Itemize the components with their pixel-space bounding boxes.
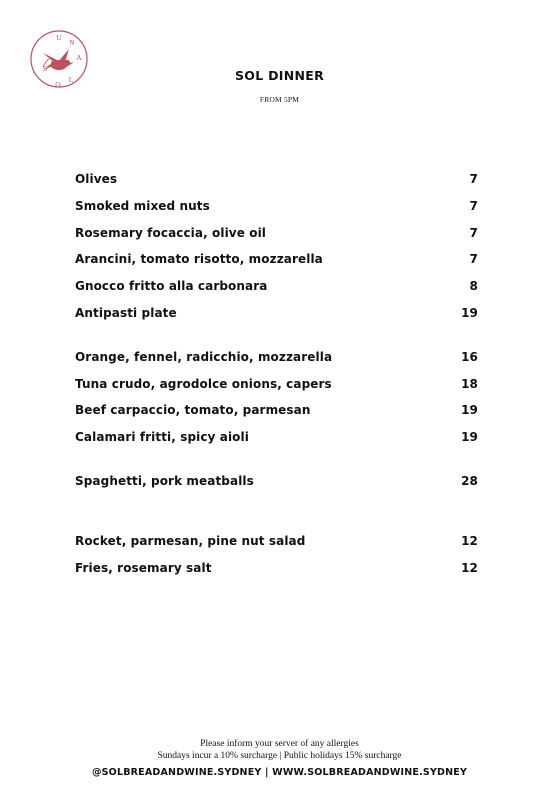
menu-item xyxy=(75,279,478,306)
menu-item xyxy=(75,561,478,588)
allergy-note: Please inform your server of any allergies xyxy=(200,739,359,749)
menu-item xyxy=(75,534,478,561)
menu-item xyxy=(75,350,478,377)
menu-item xyxy=(75,199,478,226)
logo-letter: S xyxy=(42,64,48,73)
item-price: 8 xyxy=(469,279,478,294)
item-price: 12 xyxy=(461,533,478,548)
item-name: Beef carpaccio, tomato, parmesan xyxy=(75,403,311,418)
item-name: Rosemary focaccia, olive oil xyxy=(75,225,267,240)
menu-subtitle: FROM 5PM xyxy=(259,95,300,104)
item-name: Fries, rosemary salt xyxy=(75,560,212,575)
item-price: 7 xyxy=(469,198,478,213)
item-name: Calamari fritti, spicy aioli xyxy=(75,430,249,445)
item-name: Smoked mixed nuts xyxy=(75,198,210,213)
item-price: 7 xyxy=(469,172,478,186)
item-price: 19 xyxy=(461,403,478,418)
item-price: 18 xyxy=(461,376,478,391)
item-price: 7 xyxy=(469,252,478,267)
item-name: Antipasti plate xyxy=(75,305,177,320)
surcharge-note: Sundays incur a 10% surcharge | Public holidays 15% surcharge xyxy=(157,751,402,761)
item-price: 19 xyxy=(461,430,478,445)
menu-item xyxy=(75,252,478,279)
menu-item xyxy=(75,377,478,404)
menu-item xyxy=(75,306,478,333)
menu-section-snacks xyxy=(75,172,478,333)
item-name: Arancini, tomato risotto, mozzarella xyxy=(75,252,323,267)
item-name: Orange, fennel, radicchio, mozzarella xyxy=(75,349,333,364)
menu-section-starters xyxy=(75,350,478,457)
item-name: Olives xyxy=(75,172,118,186)
item-price: 19 xyxy=(461,305,478,320)
menu-section-mains xyxy=(75,474,478,501)
menu-item xyxy=(75,226,478,253)
bird-icon xyxy=(43,49,74,70)
menu-item xyxy=(75,172,478,199)
logo-letter: N xyxy=(69,38,75,47)
logo-letter: U xyxy=(56,33,62,42)
footer-links: @SOLBREADANDWINE.SYDNEY | WWW.SOLBREADANDWINE.SYDNEY xyxy=(91,767,468,778)
menu-section-sides xyxy=(75,534,478,588)
logo-letter: A xyxy=(76,53,82,62)
menu-title: SOL DINNER xyxy=(234,68,325,83)
logo-letter: O xyxy=(55,80,61,89)
item-name: Tuna crudo, agrodolce onions, capers xyxy=(75,376,332,391)
menu-item xyxy=(75,430,478,457)
item-price: 16 xyxy=(461,349,478,364)
menu-item xyxy=(75,474,478,501)
item-name: Spaghetti, pork meatballs xyxy=(75,473,254,488)
menu-list xyxy=(75,172,478,587)
menu-item xyxy=(75,403,478,430)
logo-letter: L xyxy=(68,75,74,84)
item-price: 28 xyxy=(461,473,478,488)
item-name: Gnocco fritto alla carbonara xyxy=(75,279,268,294)
item-name: Rocket, parmesan, pine nut salad xyxy=(75,533,306,548)
item-price: 12 xyxy=(461,560,478,575)
item-price: 7 xyxy=(469,225,478,240)
